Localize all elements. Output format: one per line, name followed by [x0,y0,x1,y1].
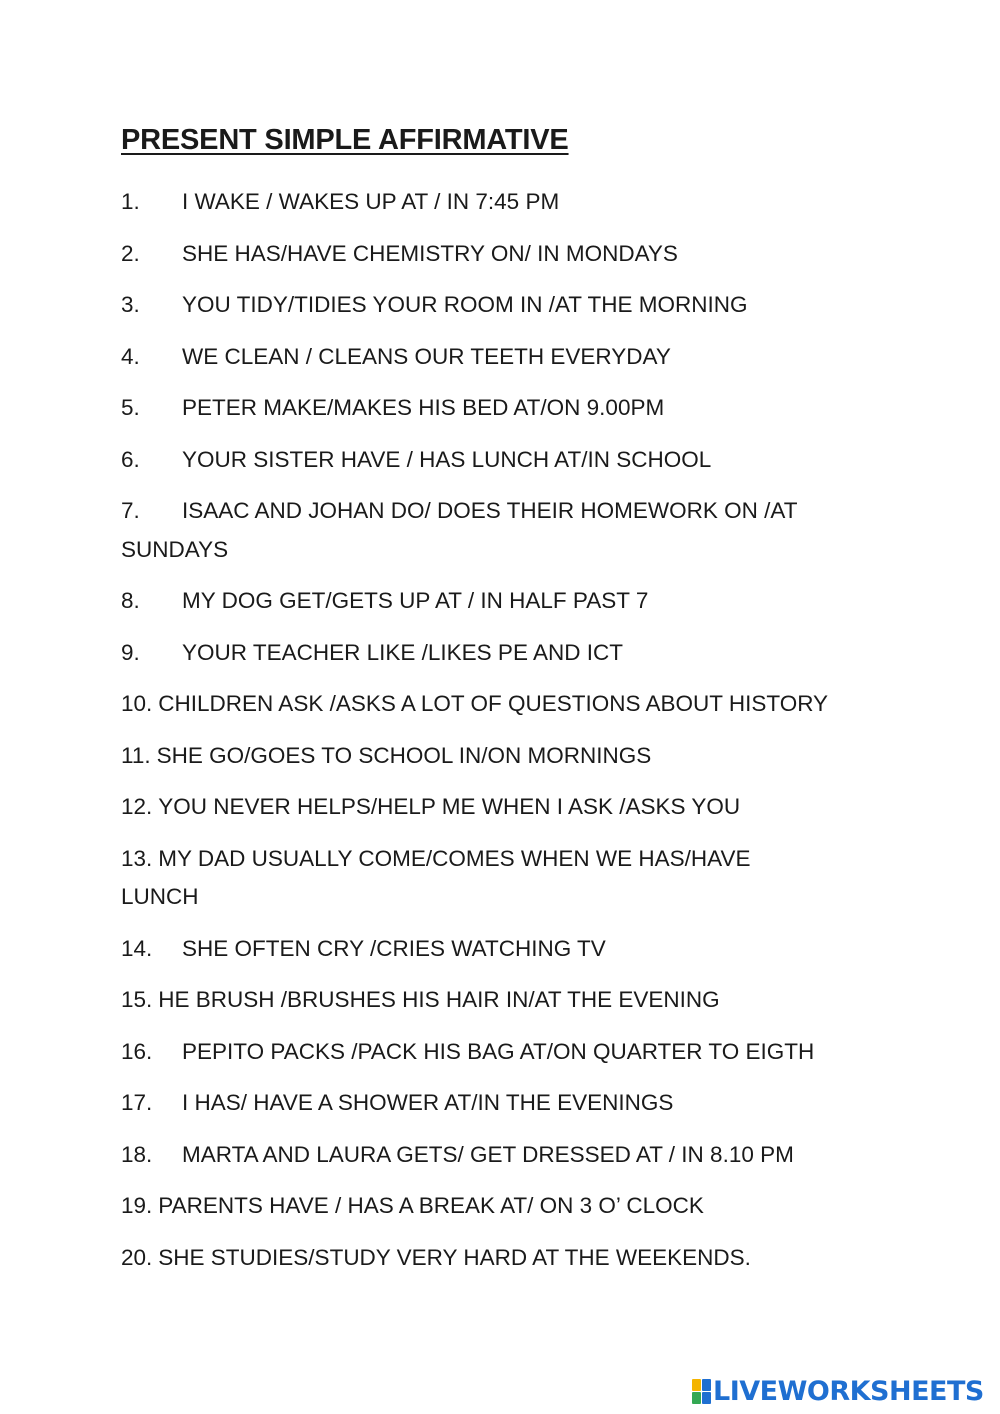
item-number: 6. [121,446,140,472]
item-text: SHE OFTEN CRY /CRIES WATCHING TV [182,935,606,961]
item-number: 14. [121,935,153,961]
exercise-item-19 [121,1187,901,1226]
exercise-item-1 [121,183,901,222]
item-number: 11. [121,742,151,768]
exercise-item-13 [121,840,821,917]
item-text: SHE HAS/HAVE CHEMISTRY ON/ IN MONDAYS [182,240,678,266]
item-number: 2. [121,240,140,266]
exercise-item-9 [121,634,901,673]
exercise-item-2 [121,235,901,274]
exercise-item-6 [121,441,901,480]
item-number: 4. [121,343,140,369]
liveworksheets-logo [692,1374,984,1408]
item-text: ISAAC AND JOHAN DO/ DOES THEIR HOMEWORK ON /AT SUNDAYS [121,498,798,562]
item-text: MY DAD USUALLY COME/COMES WHEN WE HAS/HAVE LUNCH [121,845,751,909]
item-text: WE CLEAN / CLEANS OUR TEETH EVERYDAY [182,343,671,369]
liveworksheets-mark-icon [692,1379,711,1404]
item-number: 20. [121,1244,153,1270]
item-text: YOU NEVER HELPS/HELP ME WHEN I ASK /ASKS YOU [158,794,741,819]
item-number: 10. [121,691,153,716]
item-number: 5. [121,395,140,420]
exercise-item-15 [121,981,901,1020]
worksheet-title: PRESENT SIMPLE AFFIRMATIVE [121,124,569,156]
exercise-item-16 [121,1033,901,1072]
item-text: SHE GO/GOES TO SCHOOL IN/ON MORNINGS [156,742,652,768]
exercise-item-18 [121,1136,901,1175]
item-text: MY DOG GET/GETS UP AT / IN HALF PAST 7 [182,588,649,613]
item-number: 15. [121,987,153,1012]
item-text: YOU TIDY/TIDIES YOUR ROOM IN /AT THE MORNING [182,292,748,317]
item-text: HE BRUSH /BRUSHES HIS HAIR IN/AT THE EVENING [158,987,720,1012]
exercise-item-11 [121,737,901,776]
item-number: 9. [121,639,140,665]
item-text: I WAKE / WAKES UP AT / IN 7:45 PM [182,189,560,214]
item-number: 13. [121,845,153,871]
exercise-item-17 [121,1084,901,1123]
logo-square-icon [702,1392,711,1404]
item-number: 7. [121,498,140,523]
item-number: 3. [121,292,140,317]
item-text: SHE STUDIES/STUDY VERY HARD AT THE WEEKENDS. [158,1244,751,1270]
item-text: YOUR TEACHER LIKE /LIKES PE AND ICT [182,639,623,665]
item-text: MARTA AND LAURA GETS/ GET DRESSED AT / IN 8.10 PM [182,1141,794,1167]
exercise-item-10 [121,685,901,724]
item-text: PETER MAKE/MAKES HIS BED AT/ON 9.00PM [182,395,665,420]
exercise-item-14 [121,930,901,969]
item-text: PARENTS HAVE / HAS A BREAK AT/ ON 3 O’ CLOCK [158,1193,704,1218]
item-number: 12. [121,794,153,819]
item-number: 17. [121,1090,153,1115]
item-number: 18. [121,1141,153,1167]
logo-square-icon [702,1379,711,1391]
item-text: CHILDREN ASK /ASKS A LOT OF QUESTIONS ABOUT HISTORY [158,691,829,716]
exercise-item-12 [121,788,901,827]
exercise-item-3 [121,286,901,325]
item-number: 19. [121,1193,153,1218]
exercise-item-4 [121,338,901,377]
logo-text: LIVEWORKSHEETS [713,1375,984,1407]
exercise-item-7 [121,492,901,569]
exercise-list [121,183,901,1290]
exercise-item-20 [121,1239,901,1278]
item-text: I HAS/ HAVE A SHOWER AT/IN THE EVENINGS [182,1090,674,1115]
item-text: PEPITO PACKS /PACK HIS BAG AT/ON QUARTER TO EIGTH [182,1038,815,1064]
logo-square-icon [692,1379,701,1391]
item-text: YOUR SISTER HAVE / HAS LUNCH AT/IN SCHOOL [182,446,712,472]
exercise-item-5 [121,389,901,428]
item-number: 8. [121,588,140,613]
exercise-item-8 [121,582,901,621]
logo-square-icon [692,1392,701,1404]
item-number: 1. [121,189,140,214]
item-number: 16. [121,1038,153,1064]
